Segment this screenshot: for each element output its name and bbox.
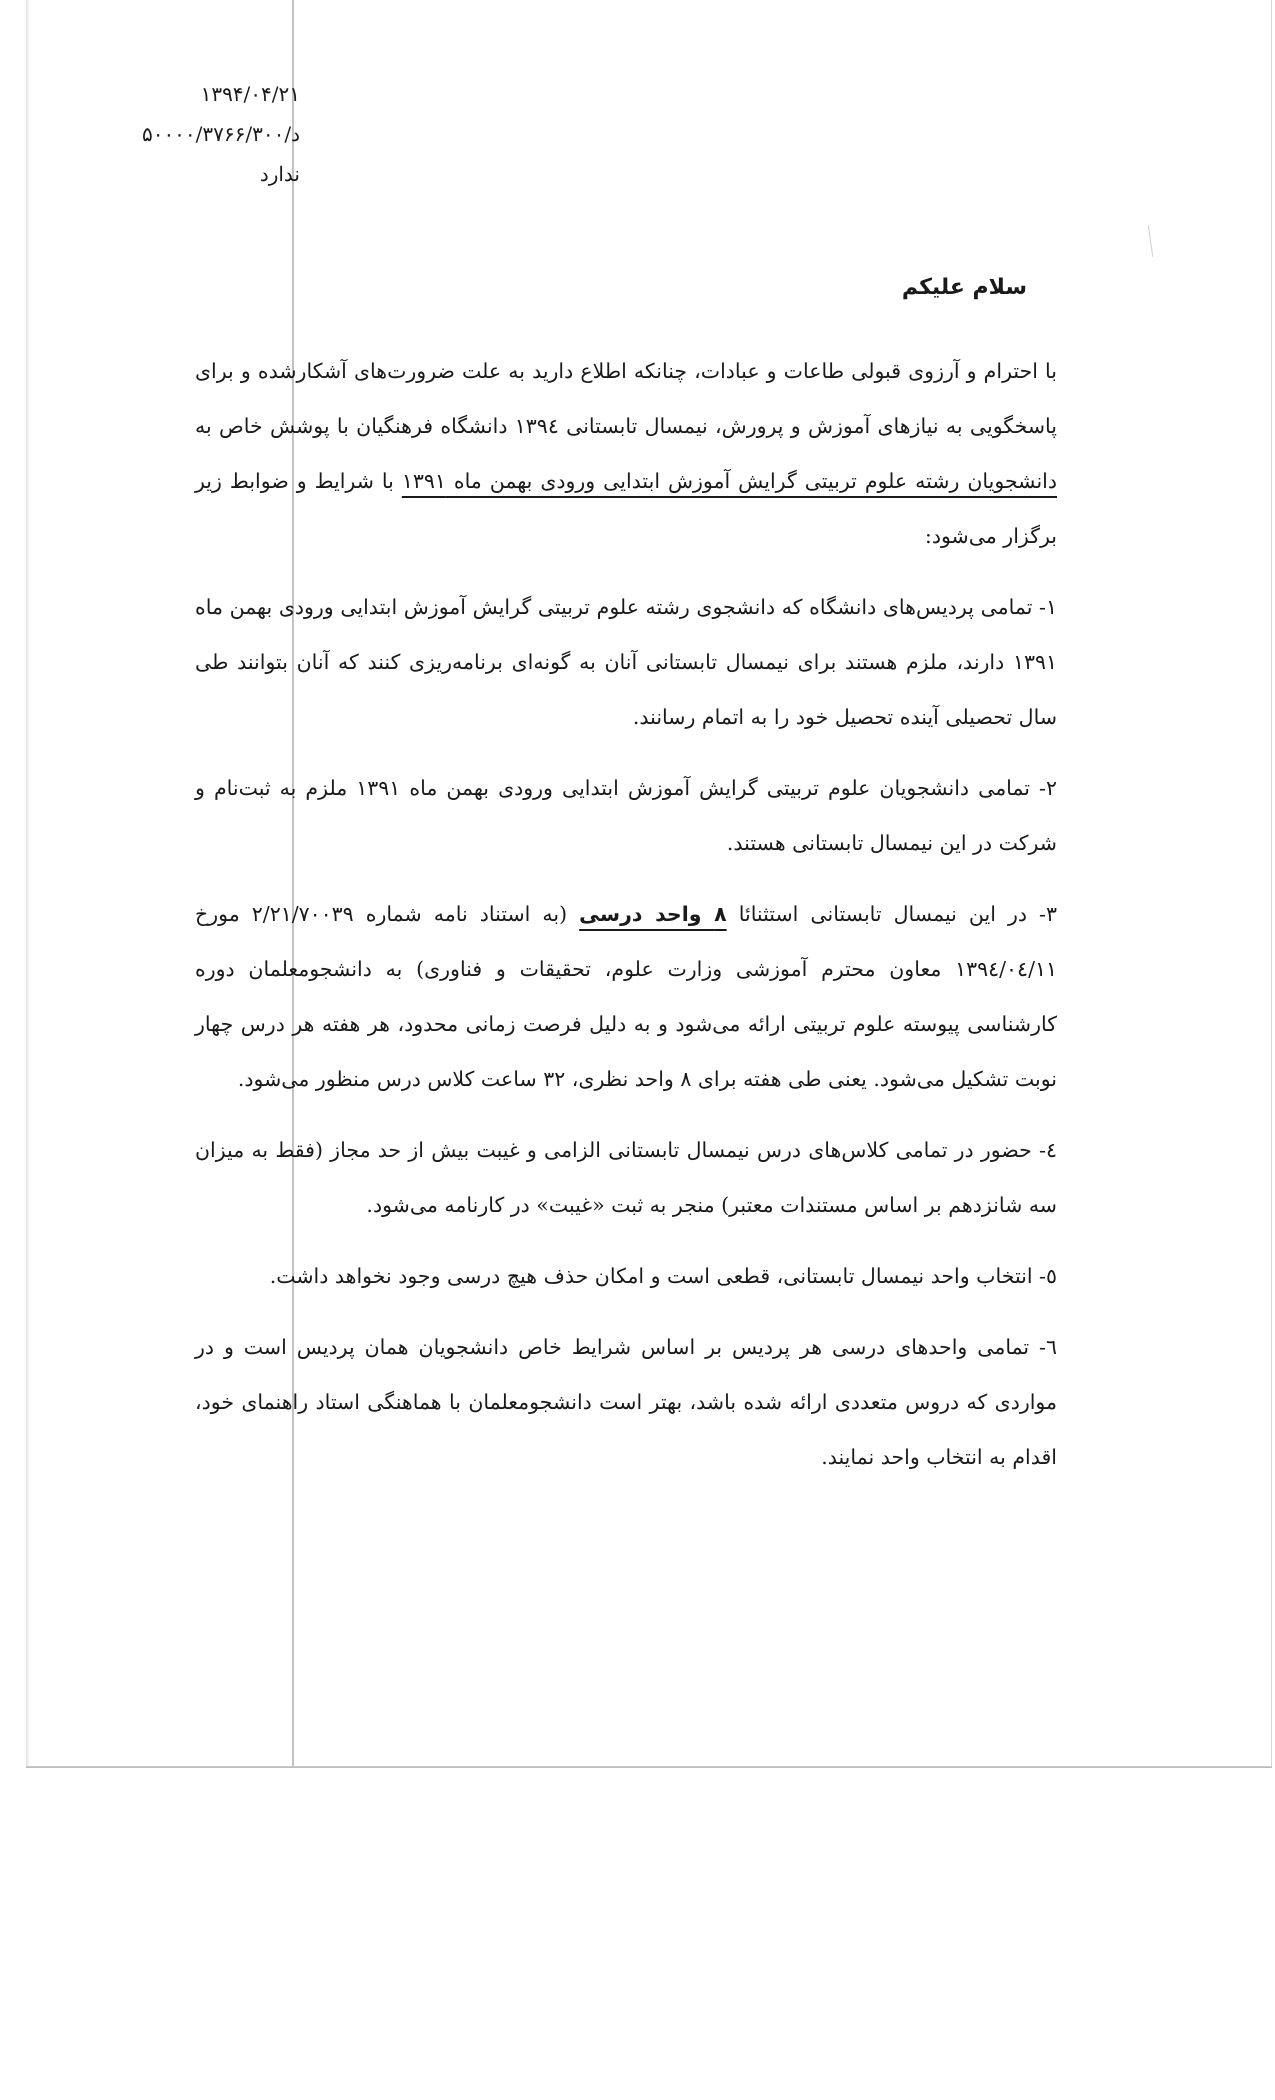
- letter-date: ۱۳۹۴/۰۴/۲۱: [200, 82, 300, 106]
- item-2: ۲- تمامی دانشجویان علوم تربیتی گرایش آموزش ابتدایی ورودی بهمن ماه ۱۳۹۱ ملزم به ثبت‌نام و شرکت در این نیمسال تابستانی هستند.: [195, 776, 1057, 855]
- item-1: ۱- تمامی پردیس‌های دانشگاه که دانشجوی رشته علوم تربیتی گرایش آموزش ابتدایی ورودی بهمن ماه ۱۳۹۱ دارند، ملزم هستند برای نیمسال تابستانی آنان به گونه‌ای برنامه‌ریزی کنند که آنان بتوانند طی سال تحصیلی آینده تحصیل خود را به اتمام رسانند.: [195, 595, 1057, 729]
- letter-body: [195, 344, 1057, 1501]
- intro-underlined-text: دانشجویان رشته علوم تربیتی گرایش آموزش ابتدایی ورودی بهمن ماه ۱۳۹۱: [401, 469, 1057, 493]
- item-6: ٦- تمامی واحدهای درسی هر پردیس بر اساس شرایط خاص دانشجویان همان پردیس است و در مواردی که دروس متعددی ارائه شده باشد، بهتر است دانشجومعلمان با هماهنگی استاد راهنمای خود، اقدام به انتخاب واحد نمایند.: [195, 1335, 1057, 1469]
- letter-metadata: [130, 74, 300, 194]
- page-left-edge: [26, 0, 30, 1766]
- item-5: ٥- انتخاب واحد نیمسال تابستانی، قطعی است و امکان حذف هیچ درسی وجود نخواهد داشت.: [269, 1264, 1057, 1288]
- item-3-text-end: (به استناد نامه شماره ۲/۲۱/۷۰۰۳۹ مورخ ۱۳۹٤/۰٤/۱۱ معاون محترم آموزشی وزارت علوم، تحقیقات و فناوری) به دانشجومعلمان دوره کارشناسی پیوسته علوم تربیتی ارائه می‌شود و به دلیل فرصت زمانی محدود، هر هفته هر درس چهار نوبت تشکیل می‌شود. یعنی طی هفته برای ۸ واحد نظری، ۳۲ ساعت کلاس درس منظور می‌شود.: [195, 902, 1057, 1091]
- intro-text-start: با احترام و آرزوی قبولی طاعات و عبادات، چنانکه اطلاع دارید به علت ضرورت‌های آشکارشده و برای پاسخگویی به نیازهای آموزش و پرورش، نیمسال تابستانی ۱۳۹٤ دانشگاه فرهنگیان با پوشش خاص به: [195, 359, 1057, 438]
- intro-paragraph: [195, 344, 1057, 564]
- letter-number: د/۵۰۰۰۰/۳۷۶۶/۳۰۰: [141, 122, 300, 146]
- letter-attachment: ندارد: [259, 162, 300, 186]
- item-4: ٤- حضور در تمامی کلاس‌های درس نیمسال تابستانی الزامی و غیبت بیش از حد مجاز (فقط به میزان سه شانزدهم بر اساس مستندات معتبر) منجر به ثبت «غیبت» در کارنامه می‌شود.: [195, 1138, 1057, 1217]
- item-3: [195, 887, 1057, 1107]
- greeting: سلام علیکم: [901, 275, 1027, 300]
- intro-text-end: با شرایط و ضوابط زیر برگزار می‌شود:: [195, 469, 1057, 548]
- item-3-emphasis: ۸ واحد درسی: [579, 902, 727, 926]
- item-3-text-start: ۳- در این نیمسال تابستانی استثنائا: [726, 902, 1058, 926]
